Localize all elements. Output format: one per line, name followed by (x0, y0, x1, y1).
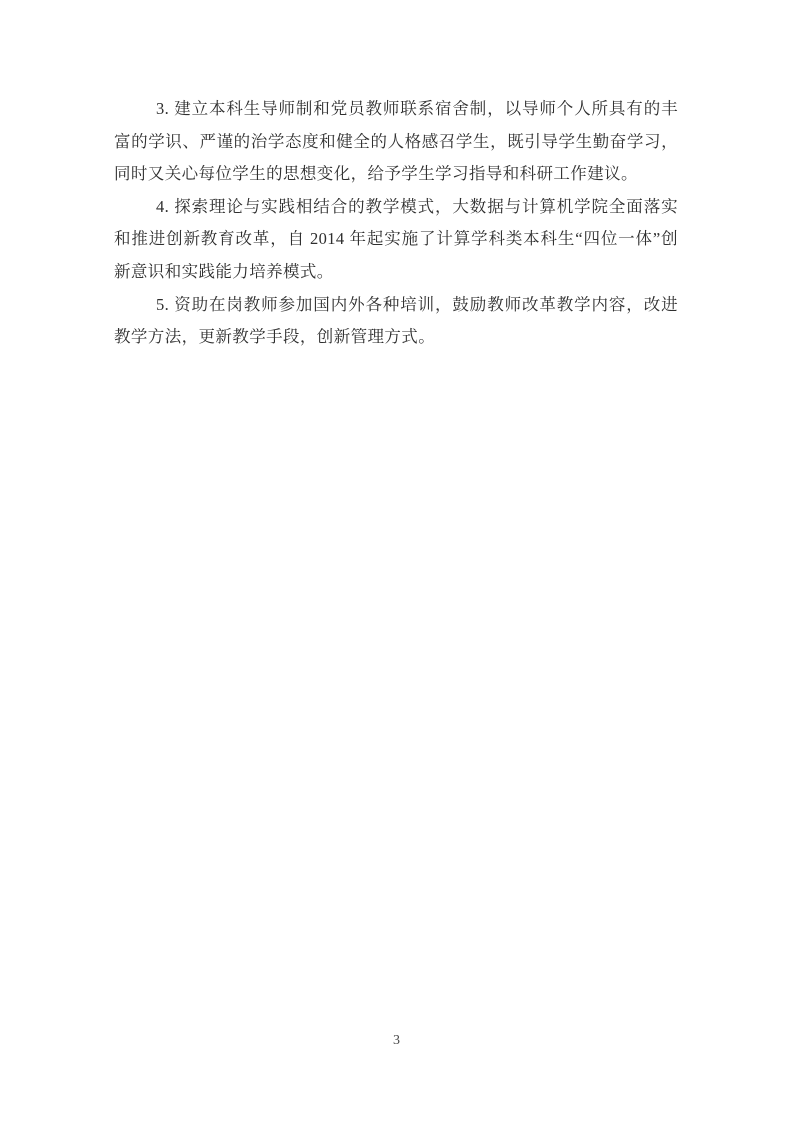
paragraph-item-4: 4. 探索理论与实践相结合的教学模式，大数据与计算机学院全面落实和推进创新教育改革，自 2014 年起实施了计算学科类本科生“四位一体”创新意识和实践能力培养模式。 (114, 196, 678, 281)
document-body (114, 93, 678, 354)
page-number: 3 (393, 1033, 400, 1048)
paragraph-item-3: 3. 建立本科生导师制和党员教师联系宿舍制，以导师个人所具有的丰富的学识、严谨的治学态度和健全的人格感召学生，既引导学生勤奋学习，同时又关心每位学生的思想变化，给予学生学习指导和科研工作建议。 (114, 99, 678, 184)
paragraph-item-5: 5. 资助在岗教师参加国内外各种培训，鼓励教师改革教学内容，改进教学方法，更新教学手段，创新管理方式。 (114, 294, 678, 347)
